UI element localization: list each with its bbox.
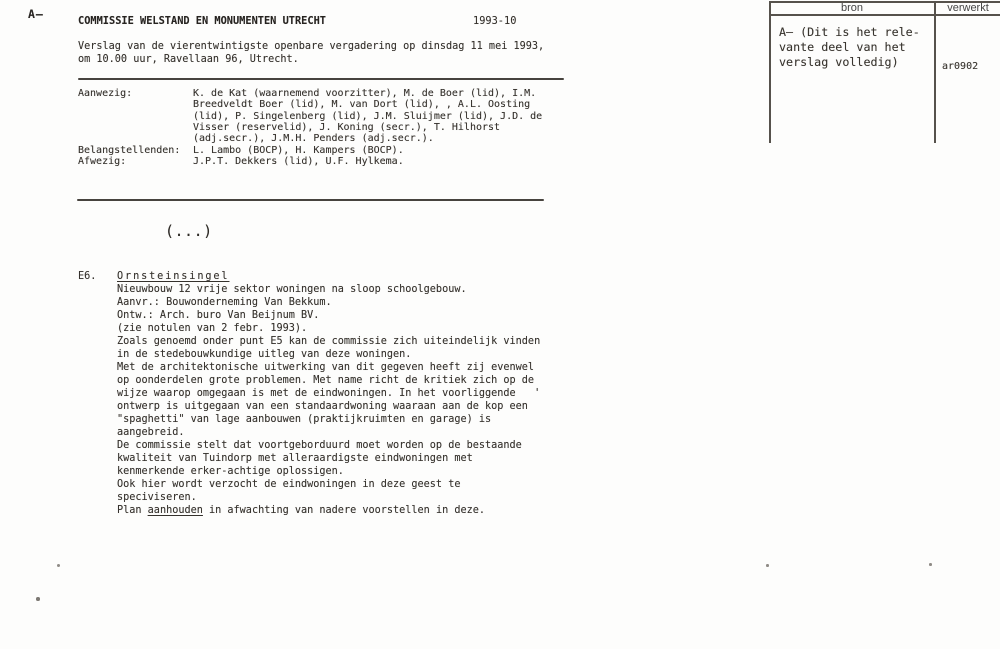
bron-note-line: verslag volledig)	[779, 55, 899, 70]
attendance-row	[78, 133, 542, 144]
agenda-text-line: Met de architektonische uitwerking van dit gegeven heeft zij evenwel	[117, 362, 535, 373]
attendance-row	[78, 145, 542, 156]
stamp-table-left-border	[769, 1, 771, 143]
agenda-text-line: Nieuwbouw 12 vrije sektor woningen na sloop schoolgebouw.	[117, 284, 467, 295]
agenda-item-e6	[78, 270, 540, 517]
horizontal-rule	[77, 199, 544, 201]
attendance-value: L. Lambo (BOCP), H. Kampers (BOCP).	[193, 144, 404, 156]
meeting-intro-line: Verslag van de vierentwintigste openbare vergadering op dinsdag 11 mei 1993,	[78, 41, 545, 52]
agenda-text-line: kenmerkende erker-achtige oplossigen.	[117, 466, 344, 477]
agenda-text-line: op oonderdelen grote problemen. Met name richt de kritiek zich op de	[117, 375, 535, 386]
agenda-text-line: kwaliteit van Tuindorp met alleraardigste eindwoningen met	[117, 453, 473, 464]
agenda-text-line: Ontw.: Arch. buro Van Beijnum BV.	[117, 310, 320, 321]
attendance-label	[78, 111, 193, 122]
agenda-text-line: De commissie stelt dat voortgeborduurd moet worden op de bestaande	[117, 440, 522, 451]
document-number: 1993-10	[473, 15, 517, 27]
agenda-text-line: speciviseren.	[117, 492, 197, 503]
attendance-row	[78, 111, 542, 122]
document-title: COMMISSIE WELSTAND EN MONUMENTEN UTRECHT	[78, 15, 326, 27]
attendance-row	[78, 88, 542, 99]
attendance-row	[78, 122, 542, 133]
stamp-table-bron-note	[779, 25, 920, 71]
stamp-table-header-rule	[769, 14, 1000, 16]
agenda-text-line: Plan aanhouden in afwachting van nadere voorstellen in deze.	[117, 505, 486, 516]
attendance-value: Visser (reservelid), J. Koning (secr.), T. Hilhorst	[193, 122, 501, 134]
meeting-intro-line: om 10.00 uur, Ravellaan 96, Utrecht.	[78, 54, 299, 65]
agenda-item-text	[117, 270, 540, 517]
stamp-table-header-verwerkt: verwerkt	[947, 2, 989, 14]
horizontal-rule	[78, 78, 564, 80]
agenda-text-line: wijze waarop omgegaan is met de eindwoningen. In het voorliggende '	[117, 388, 541, 399]
attendance-label: Belangstellenden:	[78, 144, 181, 156]
attendance-label: Aanwezig:	[78, 88, 133, 99]
agenda-text-line: "spaghetti" van lage aanbouwen (praktijkruimten en garage) is	[117, 414, 492, 425]
attendance-value: J.P.T. Dekkers (lid), U.F. Hylkema.	[193, 156, 404, 168]
attendance-value: K. de Kat (waarnemend voorzitter), M. de Boer (lid), I.M.	[193, 88, 537, 99]
agenda-text-line: aangebreid.	[117, 427, 185, 438]
scan-speck	[929, 563, 932, 566]
attendance-label	[78, 133, 193, 144]
omitted-content-mark: (...)	[165, 222, 213, 240]
agenda-text-line: Ook hier wordt verzocht de eindwoningen in deze geest te	[117, 479, 461, 490]
attendance-label	[78, 99, 193, 110]
attendance-value: (lid), P. Singelenberg (lid), J.M. Sluijmer (lid), J.D. de	[193, 110, 543, 122]
attendance-row	[78, 156, 542, 167]
agenda-text-line: in de stedebouwkundige uitleg van deze woningen.	[117, 349, 412, 360]
scan-speck	[57, 564, 60, 567]
agenda-item-number: E6.	[78, 271, 97, 282]
scan-speck	[36, 597, 40, 601]
attendance-value: Breedveldt Boer (lid), M. van Dort (lid), , A.L. Oosting	[193, 99, 531, 111]
agenda-text-line: ontwerp is uitgegaan van een standaardwoning waaraan aan de kop een	[117, 401, 528, 412]
attendance-label: Afwezig:	[78, 156, 127, 168]
agenda-text-line: (zie notulen van 2 febr. 1993).	[117, 323, 308, 334]
attendance-block	[78, 88, 542, 167]
margin-annotation-mark: A–	[28, 7, 44, 21]
scan-speck	[766, 564, 769, 567]
bron-note-line: vante deel van het	[779, 40, 906, 55]
agenda-text-line: Ornsteinsingel	[117, 271, 230, 282]
agenda-text-line: Aanvr.: Bouwonderneming Van Bekkum.	[117, 297, 332, 308]
stamp-table-header-bron: bron	[840, 2, 864, 14]
attendance-row	[78, 99, 542, 110]
bron-note-line: A– (Dit is het rele-	[779, 25, 920, 39]
attendance-label	[78, 122, 193, 133]
stamp-table-column-divider	[934, 1, 936, 143]
agenda-text-line: Zoals genoemd onder punt E5 kan de commissie zich uiteindelijk vinden	[117, 336, 541, 347]
attendance-value: (adj.secr.), J.M.H. Penders (adj.secr.).	[193, 133, 434, 145]
stamp-table-verwerkt-code: ar0902	[942, 61, 979, 72]
